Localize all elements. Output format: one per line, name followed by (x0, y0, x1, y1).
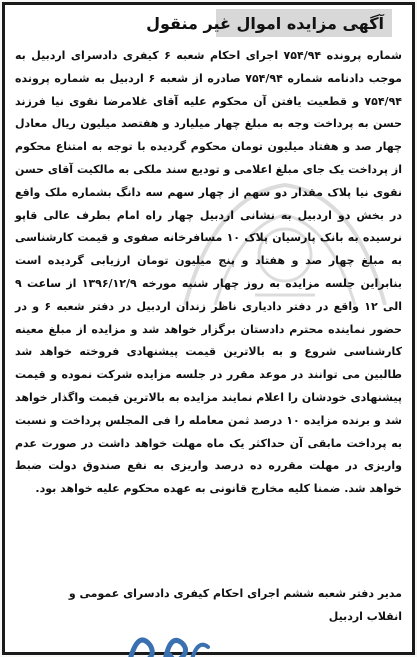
notice-body: شماره پرونده ۷۵۴/۹۴ اجرای احکام شعبه ۶ کیفری دادسرای اردبیل به موجب دادنامه شماره ۷۵۴/۹۴ صادره از شعبه ۶ اردبیل به شماره پرونده ۷۵۴/۹۴ و قطعیت یافتن آن محکوم علیه آقای غلامرضا نقوی نیا فرزند حسن به پرداخت وجه به مبلغ چهار میلیارد و هفتصد میلیون ریال معادل چهار صد و هفتاد میلیون تومان محکوم گردیده با توجه به امتناع محکوم از پرداخت یک جای مبلغ اعلامی و تودیع سند ملکی به مالکیت آقای حسن نقوی نیا پلاک مقدار دو سهم از چهار سهم سه دانگ بشماره ملک واقع در بخش دو اردبیل به نشانی اردبیل چهار راه امام بطرف عالی قاپو نرسیده به بانک پارسیان پلاک ۱۰ مسافرخانه صفوی و قیمت کارشناسی به مبلغ چهار صد و هفتاد و پنج میلیون تومان ارزیابی گردیده است بنابراین جلسه مزایده به روز چهار شنبه مورخه ۱۳۹۶/۱۲/۹ از ساعت ۹ الی ۱۲ واقع در دفتر دادیاری ناظر زندان اردبیل در دفتر شعبه ۶ و در حضور نماینده محترم دادستان برگزار خواهد شد و مزایده از مبلغ معینه کارشناسی شروع و به بالاترین قیمت پیشنهادی فروخته خواهد شد طالبین می توانند در موعد مقرر در جلسه مزایده شرکت نموده و قیمت پیشنهادی خودشان را اعلام نمایند مزایده به بالاترین قیمت واگذار خواهد شد و برنده مزایده ۱۰ درصد ثمن معامله را فی المجلس پرداخت و نسبت به پرداخت مابقی آن حداکثر یک ماه مهلت خواهد داشت در صورت عدم واریزی در مهلت مقرره ده درصد واریزی به نفع صندوق دولت ضبط خواهد شد. ضمنا کلیه مخارج قانونی به عهده محکوم علیه خواهد بود. (15, 49, 402, 496)
title-band (146, 9, 392, 37)
notice-signature: مدیر دفتر شعبه ششم اجرای احکام کیفری دادسرای عمومی و انقلاب اردبیل (68, 587, 402, 623)
notice-title: آگهی مزایده اموال غیر منقول (146, 14, 384, 33)
handwritten-mark-icon (120, 625, 215, 657)
notice-frame (2, 2, 415, 655)
